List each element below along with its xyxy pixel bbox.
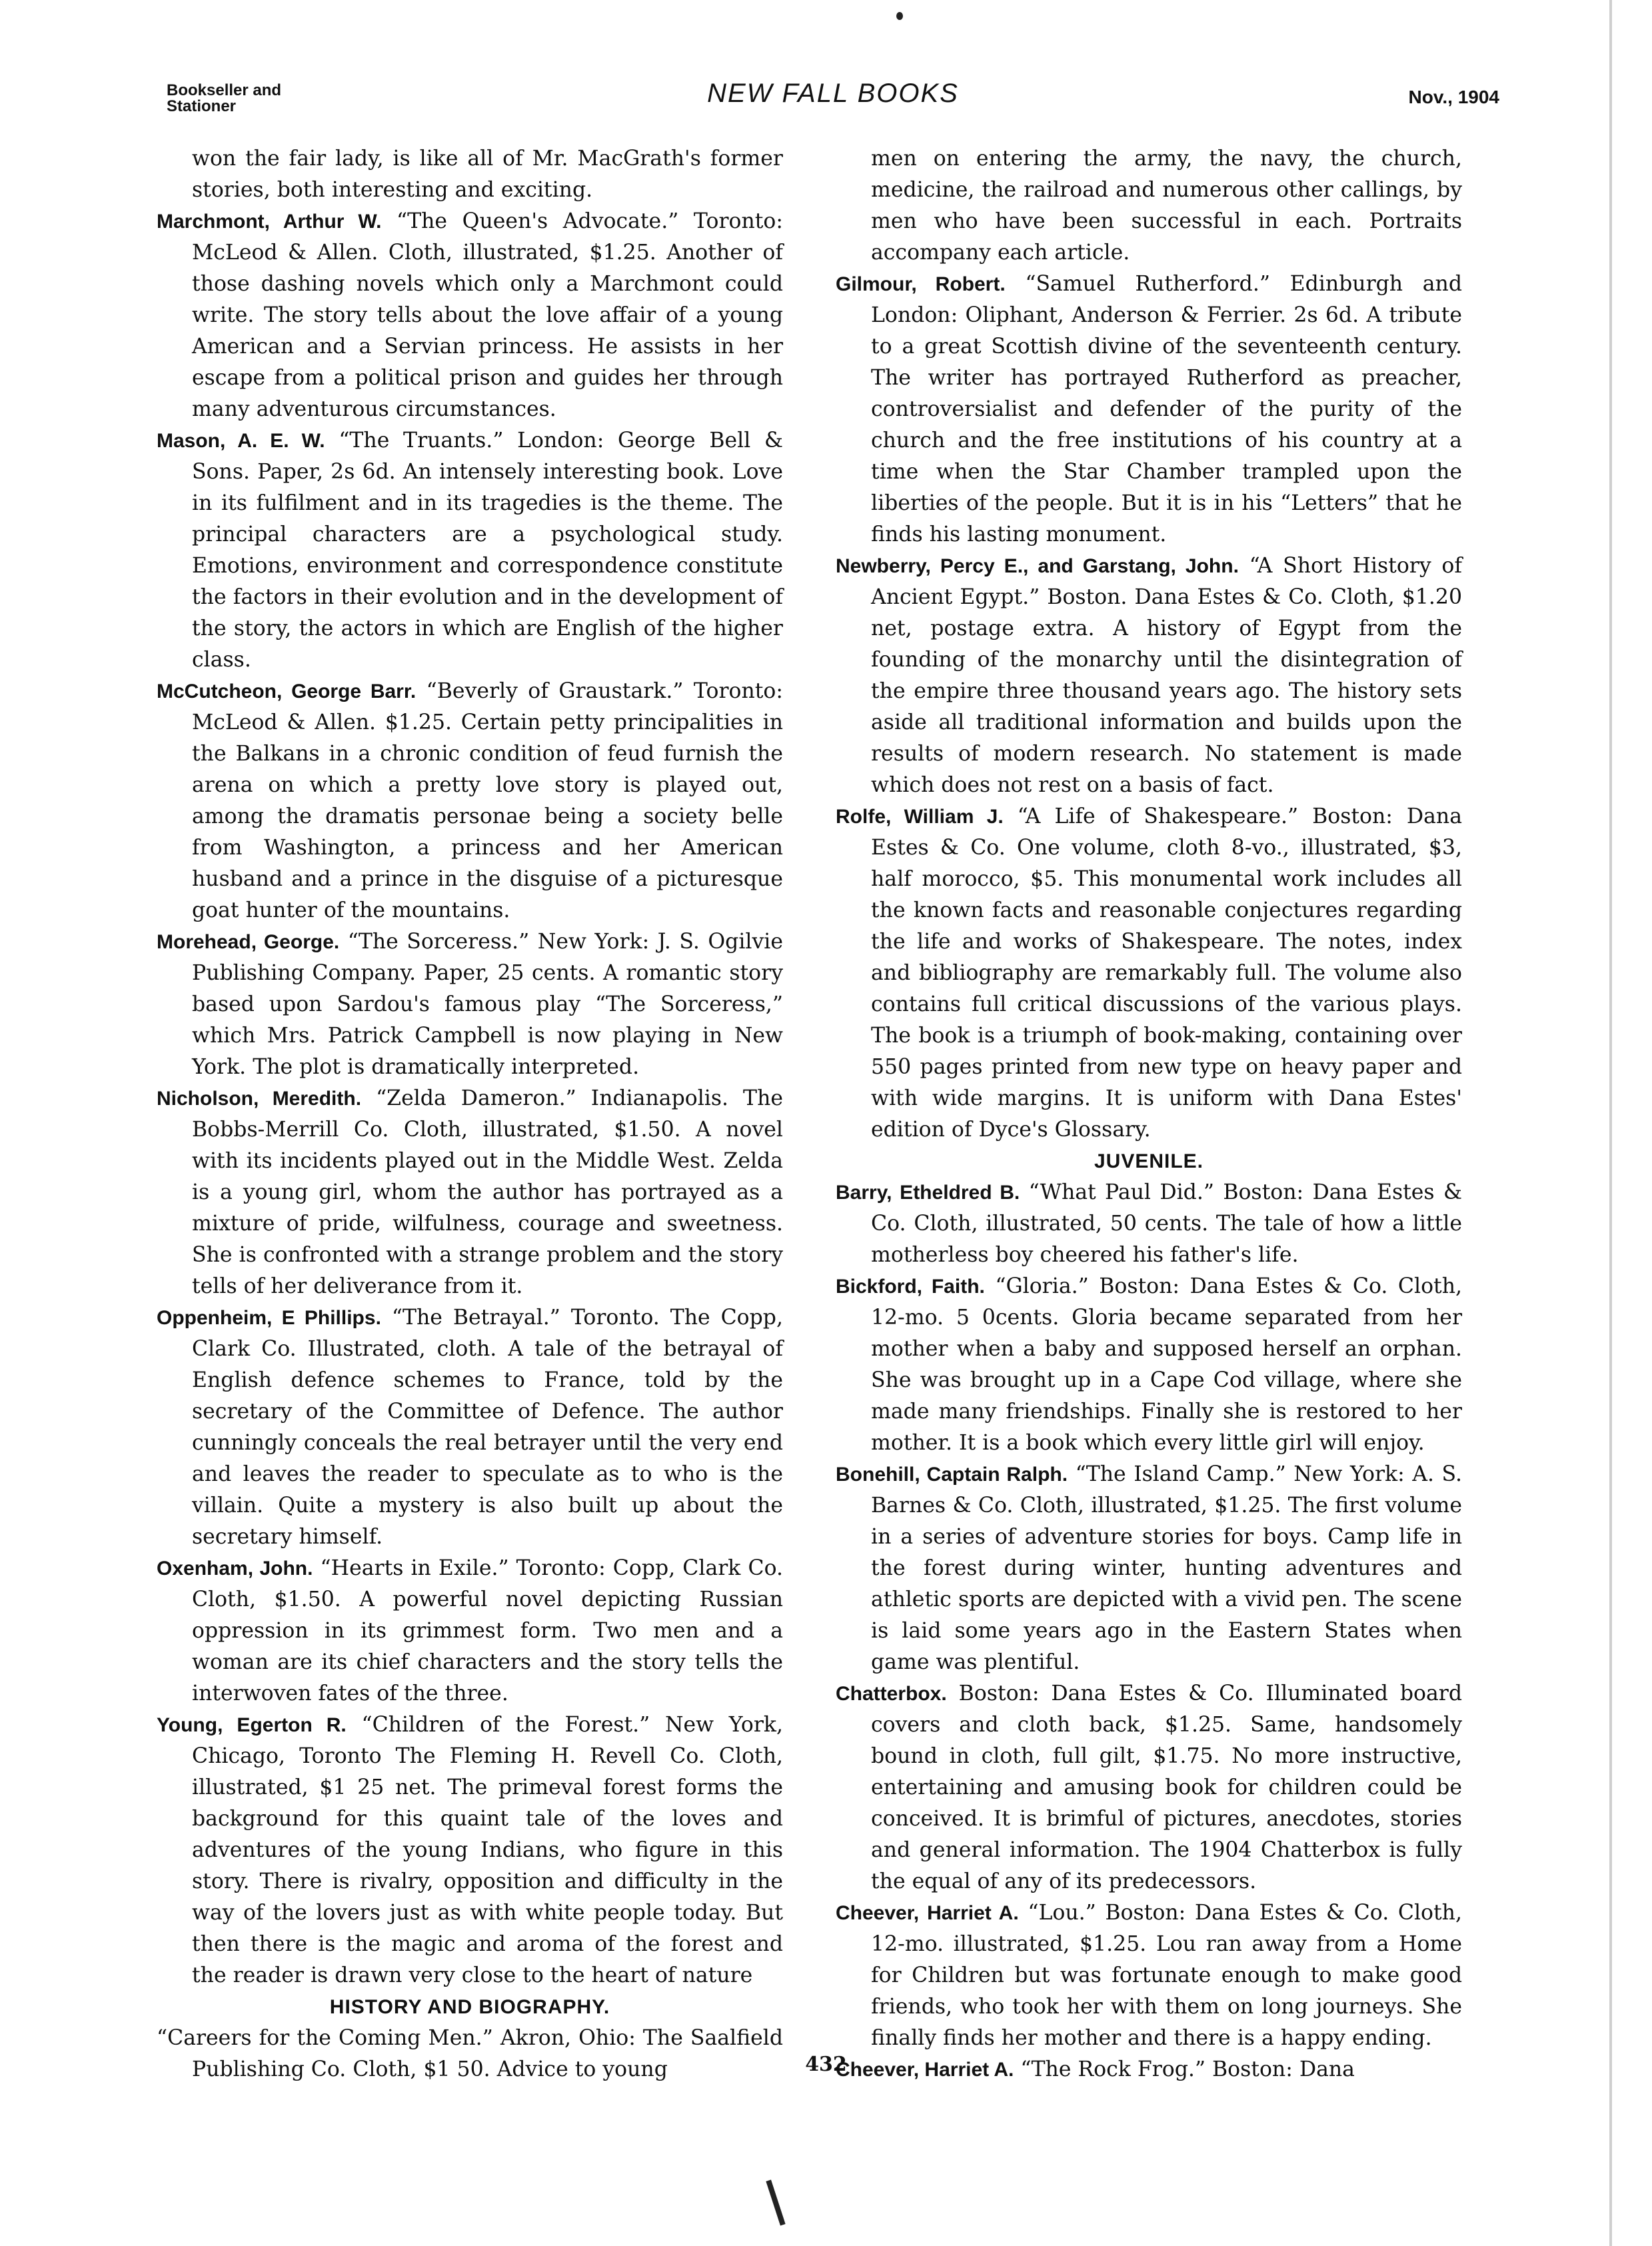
book-entry [836,269,1462,551]
book-entry [836,801,1462,1146]
entry-author: Barry, Etheldred B. [836,1182,1020,1204]
entry-author: Cheever, Harriet A. [836,1902,1019,1924]
section-heading-history: HISTORY AND BIOGRAPHY. [329,1996,610,2018]
page-number: 432 [805,2053,847,2076]
entry-author: Rolfe, William J. [836,806,1004,828]
entry-text: “What Paul Did.” Boston: Dana Estes & Co. Cloth, illustrated, 50 cents. The tale of how a little motherless boy cheered his father's life. [871,1180,1462,1267]
book-entry [157,206,783,425]
book-entry [836,1897,1462,2054]
entry-author: Bickford, Faith. [836,1276,985,1298]
running-head-line-1: Bookseller and [167,81,282,99]
entry-text: “The Queen's Advocate.” Toronto: McLeod & Allen. Cloth, illustrated, $1.25. Another of those dashing novels which only a Marchmont could write. The story tells about the love affair of a young American and a Servian princess. He assists in her escape from a political prison and guides her through many adventurous circumstances. [192,209,783,421]
left-column [157,143,783,2085]
book-entry [157,1302,783,1553]
book-entry [836,1177,1462,1271]
entry-author: Oxenham, John. [157,1558,313,1580]
book-entry [157,1709,783,1991]
entry-text: “A Short History of Ancient Egypt.” Boston. Dana Estes & Co. Cloth, $1.20 net, postage extra. A history of Egypt from the founding of the monarchy until the disintegration of the empire three thousand years ago. The history sets aside all traditional information and builds upon the results of modern research. No statement is made which does not rest on a basis of fact. [871,554,1462,797]
entry-text: “Beverly of Graustark.” Toronto: McLeod & Allen. $1.25. Certain petty principalities in the Balkans in a chronic condition of feud furnish the arena on which a pretty love story is played out, among the dramatis personae being a society belle from Washington, a princess and her American husband and a prince in the disguise of a picturesque goat hunter of the mountains. [192,679,783,922]
entry-text: “The Island Camp.” New York: A. S. Barnes & Co. Cloth, illustrated, $1.25. The first volume in a series of adventure stories for boys. Camp life in the forest during winter, hunting adventures and athletic sports are depicted with a vivid pen. The scene is laid some years ago in the Eastern States when game was plentiful. [871,1462,1463,1674]
entry-text: “The Truants.” London: George Bell & Sons. Paper, 2s 6d. An intensely interesting book. Love in its fulfilment and in its tragedies is the theme. The principal characters are a psychological study. Emotions, environment and correspondence constitute the factors in their evolution and in the development of the story, the actors in which are English of the higher class. [192,429,784,672]
running-head-date: Nov., 1904 [1408,87,1499,107]
entry-text: “Children of the Forest.” New York, Chicago, Toronto The Fleming H. Revell Co. Cloth, illustrated, $1 25 net. The primeval forest forms the background for this quaint tale of the loves and adventures of the young Indians, who figure in this story. There is rivalry, opposition and difficulty in the way of the lovers just as with white people today. But then there is the magic and aroma of the forest and the reader is drawn very close to the heart of nature [192,1713,783,1987]
entry-author: Mason, A. E. W. [157,430,325,452]
entry-author: Cheever, Harriet A. [836,2059,1014,2081]
entry-text: “Samuel Rutherford.” Edinburgh and London: Oliphant, Anderson & Ferrier. 2s 6d. A tribute to a great Scottish divine of the seventeenth century. The writer has portrayed Rutherford as preacher, controversialist and defender of the purity of the church and the free institutions of his country at a time when the Star Chamber trampled upon the liberties of the people. But it is in his “Letters” that he finds his lasting monument. [871,272,1462,547]
entry-text: “The Betrayal.” Toronto. The Copp, Clark Co. Illustrated, cloth. A tale of the betrayal of English defence schemes to France, told by the secretary of the Committee of Defence. The author cunningly conceals the real betrayer until the very end and leaves the reader to speculate as to who is the villain. Quite a mystery is also built up about the secretary himself. [192,1306,783,1549]
entry-author: Morehead, George. [157,931,340,953]
book-entry [157,926,783,1083]
entry-text: “The Rock Frog.” Boston: Dana [1014,2057,1355,2081]
entry-author: Nicholson, Meredith. [157,1088,362,1110]
entry-text: “Gloria.” Boston: Dana Estes & Co. Cloth, 12-mo. 5 0cents. Gloria became separated from her mother when a baby and supposed herself an orphan. She was brought up in a Cape Cod village, where she made many friendships. Finally she is restored to her mother. It is a book which every little girl will enjoy. [871,1274,1462,1455]
entry-author: Bonehill, Captain Ralph. [836,1464,1068,1486]
scan-speck [896,12,903,20]
book-entry [157,1553,783,1709]
entry-text: “A Life of Shakespeare.” Boston: Dana Estes & Co. One volume, cloth 8-vo., illustrated, $3, half morocco, $5. This monumental work includes all the known facts and reasonable conjectures regarding the life and works of Shakespeare. The notes, index and bibliography are remarkably full. The volume also contains full critical discussions of the various plays. The book is a triumph of book-making, containing over 550 pages printed from new type on heavy paper and with wide margins. It is uniform with Dana Estes' edition of Dyce's Glossary. [871,804,1462,1142]
entry-author: Newberry, Percy E., and Garstang, John. [836,555,1239,577]
running-head-line-2: Stationer [167,97,237,115]
book-entry [157,425,783,676]
entry-author: McCutcheon, George Barr. [157,680,416,702]
entry-text: “Hearts in Exile.” Toronto: Copp, Clark Co. Cloth, $1.50. A powerful novel depicting Russian oppression in its grimmest form. Two men and a woman are its chief characters and the story tells the interwoven fates of the three. [192,1556,783,1705]
continued-entry: men on entering the army, the navy, the church, medicine, the railroad and numerous other callings, by men who have been successful in each. Portraits accompany each article. [871,147,1462,265]
entry-text: “Zelda Dameron.” Indianapolis. The Bobbs-Merrill Co. Cloth, illustrated, $1.50. A novel with its incidents played out in the Middle West. Zelda is a young girl, whom the author has portrayed as a mixture of pride, wilfulness, courage and sweetness. She is confronted with a strange problem and the story tells of her deliverance from it. [192,1086,783,1298]
book-entry [836,551,1462,801]
entry-text: “The Sorceress.” New York: J. S. Ogilvie Publishing Company. Paper, 25 cents. A romantic story based upon Sardou's famous play “The Sorceress,” which Mrs. Patrick Campbell is now playing in New York. The plot is dramatically interpreted. [192,930,783,1079]
book-entry [157,1083,783,1302]
section-heading-juvenile: JUVENILE. [1094,1150,1204,1172]
running-head-title: NEW FALL BOOKS [707,79,959,108]
entry-author: Marchmont, Arthur W. [157,211,382,233]
right-column [836,143,1462,2085]
book-entry [157,676,783,926]
continued-entry: won the fair lady, is like all of Mr. MacGrath's former stories, both interesting and exciting. [192,147,783,202]
book-entry [836,1678,1462,1897]
scan-pen-mark [766,2179,785,2225]
entry-author: Gilmour, Robert. [836,273,1006,295]
book-entry [836,1271,1462,1459]
entry-author: Young, Egerton R. [157,1714,347,1736]
book-entry [836,1459,1462,1678]
entry-author: Chatterbox. [836,1683,947,1705]
entry-author: Oppenheim, E Phillips. [157,1307,381,1329]
page-header [167,73,1499,133]
book-entry: “Careers for the Coming Men.” Akron, Ohio: The Saalfield Publishing Co. Cloth, $1 50. Advice to young [157,2026,783,2081]
scan-edge-shadow [1609,0,1612,2246]
entry-text: Boston: Dana Estes & Co. Illuminated board covers and cloth back, $1.25. Same, handsomely bound in cloth, full gilt, $1.75. No more instructive, entertaining and amusing book for children could be conceived. It is brimful of pictures, anecdotes, stories and general information. The 1904 Chatterbox is fully the equal of any of its predecessors. [871,1682,1462,1893]
entry-text: “Lou.” Boston: Dana Estes & Co. Cloth, 12-mo. illustrated, $1.25. Lou ran away from a Home for Children but was fortunate enough to make good friends, who took her with them on long journeys. She finally finds her mother and there is a happy ending. [871,1901,1462,2050]
